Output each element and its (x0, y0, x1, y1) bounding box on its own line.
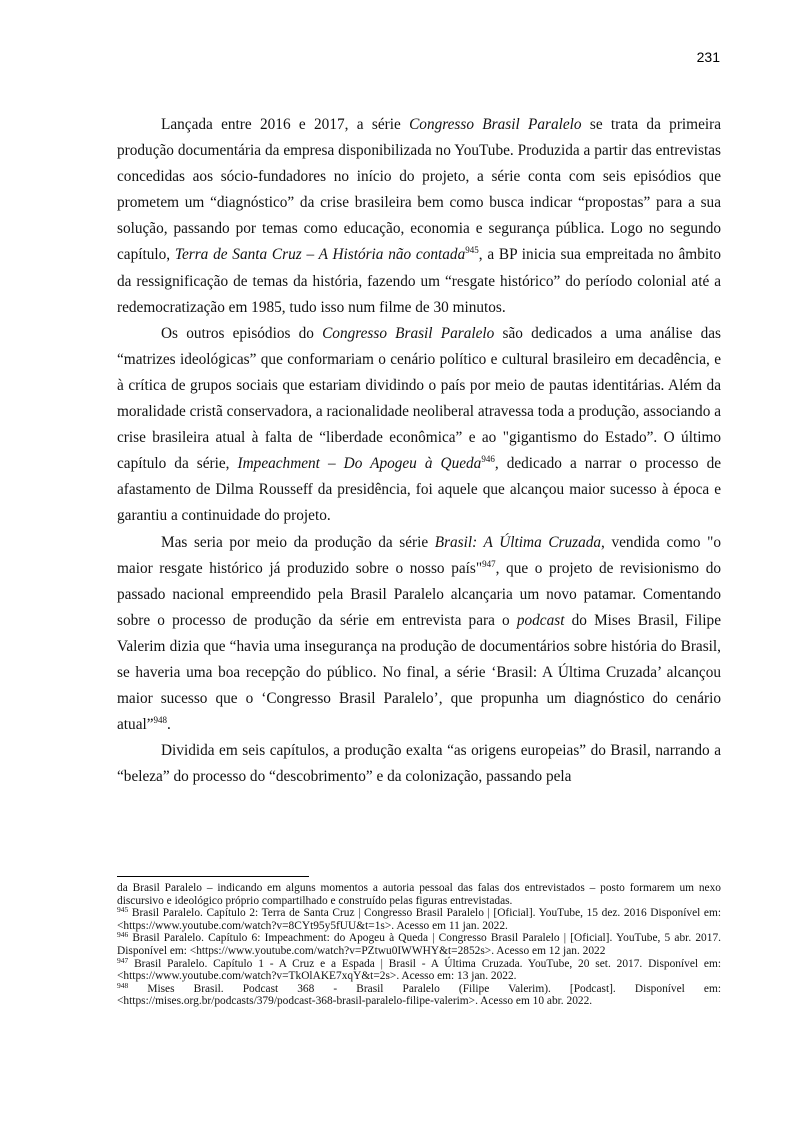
footnote-reference: 945 (465, 245, 479, 256)
footnote-reference: 946 (481, 454, 495, 465)
body-text (117, 112, 721, 790)
text-run: , a BP inicia sua empreitada no âmbito da ressignificação de temas da história, fazendo um “resgate histórico” do período colonial até a redemocratização em 1985, tudo isso num filme de 30 minutos. (117, 246, 721, 316)
footnote-reference: 948 (153, 715, 168, 726)
italic-title: Congresso Brasil Paralelo (409, 116, 582, 133)
text-run: . (167, 716, 171, 734)
text-run: Dividida em seis capítulos, a produção exalta “as origens europeias” do Brasil, narrando a “beleza” do processo do “descobrimento” e da colonização, passando pela (117, 742, 721, 786)
paragraph (117, 321, 721, 530)
text-run: do Mises Brasil, Filipe Valerim dizia que “havia uma insegurança na produção de documentários sobre história do Brasil, se haveria uma boa recepção do público. No final, a série ‘Brasil: A Última Cruzada’ alcançou maior sucesso que o ‘Congresso Brasil Paralelo’, que propunha um diagnóstico do cenário atual” (117, 611, 721, 734)
italic-title: Impeachment – Do Apogeu à Queda (237, 455, 482, 473)
footnote-number: 945 (117, 905, 129, 915)
paragraph (117, 112, 721, 321)
paragraph (117, 530, 721, 739)
footnote-divider (117, 876, 309, 877)
footnote (117, 980, 721, 1008)
footnote-number: 948 (117, 980, 129, 990)
italic-title: Terra de Santa Cruz – A História não contada (174, 246, 466, 264)
italic-title: podcast (516, 611, 565, 629)
paragraph (117, 738, 721, 790)
footnote-number: 946 (117, 930, 129, 940)
text-run: , dedicado a narrar o processo de afastamento de Dilma Rousseff da presidência, foi aquele que alcançou maior sucesso à época e garantiu a continuidade do projeto. (117, 455, 722, 525)
text-run: Lançada entre 2016 e 2017, a série (161, 116, 410, 133)
text-run: são dedicados a uma análise das “matrizes ideológicas” que conformariam o cenário político e cultural brasileiro em decadência, e à crítica de grupos sociais que estariam dividindo o país por meio de pautas identitárias. Além da moralidade cristã conservadora, a racionalidade neoliberal atravessa toda a produção, associando a crise brasileira atual à falta de “liberdade econômica” e ao "gigantismo do Estado”. O último capítulo da série, (117, 324, 721, 473)
italic-title: Congresso Brasil Paralelo (322, 324, 495, 342)
footnote (117, 955, 721, 983)
footnote (117, 907, 721, 932)
footnote-reference: 947 (482, 558, 496, 569)
text-run: , vendida como "o maior resgate histórico já produzido sobre o nosso país" (117, 533, 721, 577)
text-run: Os outros episódios do (161, 324, 323, 342)
text-run: Mas seria por meio da produção da série (161, 533, 435, 551)
footnotes (117, 882, 721, 1008)
footnote-text: Brasil Paralelo. Capítulo 2: Terra de Santa Cruz | Congresso Brasil Paralelo | [Oficial]. YouTube, 15 dez. 2016 Disponível em: <https://www.youtube.com/watch?v=8CYt95y5fUU&t=1s>. Acesso em 11 jan. 2022. (117, 907, 721, 932)
footnote (117, 882, 721, 907)
footnote-text: Mises Brasil. Podcast 368 - Brasil Paralelo (Filipe Valerim). [Podcast]. Disponível em: <https://mises.org.br/podcasts/379/podcast-368-brasil-paralelo-filipe-valerim>. Acesso em 10 abr. 2022. (117, 982, 721, 1008)
footnote-text: Brasil Paralelo. Capítulo 1 - A Cruz e a Espada | Brasil - A Última Cruzada. YouTube, 20 set. 2017. Disponível em: <https://www.youtube.com/watch?v=TkOlAKE7xqY&t=2s>. Acesso em: 13 jan. 2022. (117, 957, 721, 983)
footnote (117, 932, 721, 957)
footnote-text: da Brasil Paralelo – indicando em alguns momentos a autoria pessoal das falas dos entrevistados – posto formarem um nexo discursivo e ideológico próprio compartilhado e construído pelas figuras entrevistadas. (117, 882, 721, 907)
footnote-number: 947 (117, 955, 129, 965)
italic-title: Brasil: A Última Cruzada (434, 533, 602, 551)
text-run: , que o projeto de revisionismo do passado nacional empreendido pela Brasil Paralelo alcançaria um novo patamar. Comentando sobre o processo de produção da série em entrevista para o (117, 559, 722, 629)
page-number: 231 (696, 49, 720, 65)
text-run: se trata da primeira produção documentária da empresa disponibilizada no YouTube. Produzida a partir das entrevistas concedidas aos sócio-fundadores no início do projeto, a série conta com seis episódios que prometem um “diagnóstico” da crise brasileira bem como busca indicar “propostas” para a sua solução, passando por temas como educação, economia e segurança pública. Logo no segundo capítulo, (117, 116, 721, 264)
footnote-text: Brasil Paralelo. Capítulo 6: Impeachment: do Apogeu à Queda | Congresso Brasil Paralelo | [Oficial]. YouTube, 5 abr. 2017. Disponível em: <https://www.youtube.com/watch?v=PZtwu0IWWHY&t=2852s>. Acesso em 12 jan. 2022 (117, 932, 721, 957)
